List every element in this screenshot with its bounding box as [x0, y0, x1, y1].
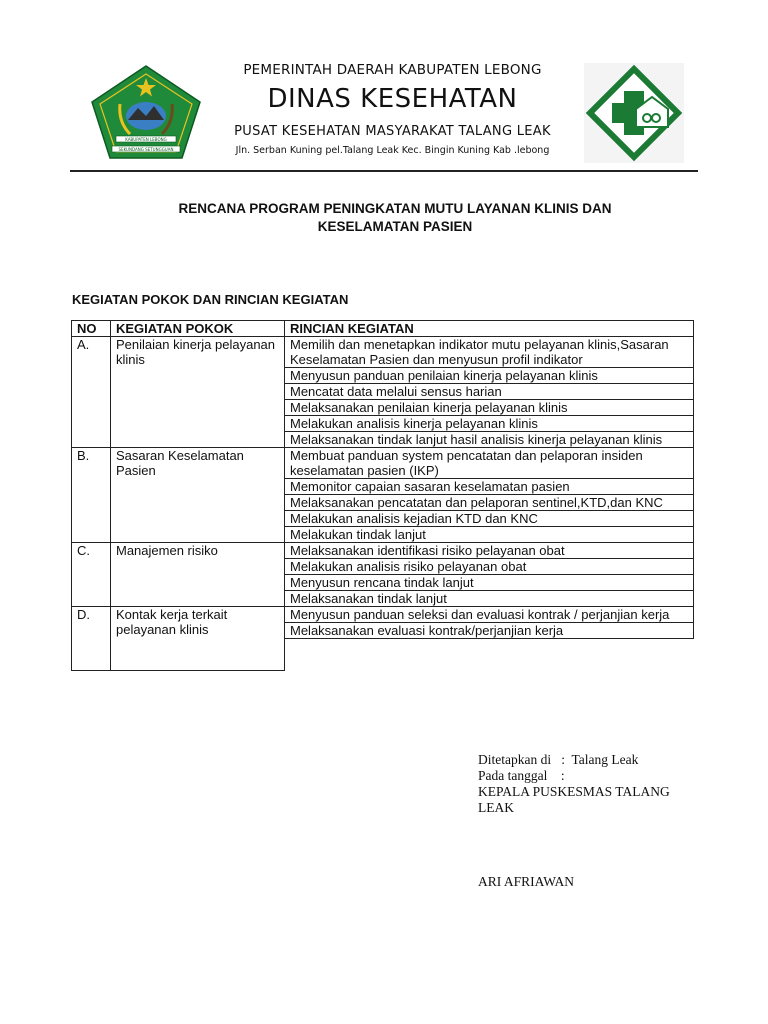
sign-place: Ditetapkan di : Talang Leak	[478, 752, 639, 767]
document-title-line-2: KESELAMATAN PASIEN	[317, 219, 473, 234]
signer-name: ARI AFRIAWAN	[478, 874, 575, 889]
group-no: A.	[72, 337, 111, 448]
rincian-cell: Melaksanakan penilaian kinerja pelayanan klinis	[285, 400, 694, 416]
header-divider	[70, 170, 698, 172]
puskesmas-logo-icon	[584, 63, 684, 163]
group-kegiatan: Manajemen risiko	[111, 543, 285, 607]
rincian-cell: Menyusun rencana tindak lanjut	[285, 575, 694, 591]
sign-position-1: KEPALA PUSKESMAS TALANG	[478, 784, 670, 799]
sign-position-2: LEAK	[478, 800, 514, 815]
rincian-cell: Memilih dan menetapkan indikator mutu pelayanan klinis,Sasaran Keselamatan Pasien dan menyusun profil indikator	[285, 337, 694, 368]
rincian-cell: Menyusun panduan penilaian kinerja pelayanan klinis	[285, 368, 694, 384]
rincian-cell: Memonitor capaian sasaran keselamatan pasien	[285, 479, 694, 495]
group-kegiatan: Kontak kerja terkait pelayanan klinis	[111, 607, 285, 671]
header-rincian-kegiatan: RINCIAN KEGIATAN	[285, 321, 694, 337]
activities-table	[71, 320, 694, 671]
group-no: C.	[72, 543, 111, 607]
section-title: KEGIATAN POKOK DAN RINCIAN KEGIATAN	[72, 292, 349, 307]
rincian-cell: Mencatat data melalui sensus harian	[285, 384, 694, 400]
puskesmas-name: PUSAT KESEHATAN MASYARAKAT TALANG LEAK	[234, 124, 551, 139]
rincian-cell: Membuat panduan system pencatatan dan pelaporan insiden keselamatan pasien (IKP)	[285, 448, 694, 479]
address-line: Jln. Serban Kuning pel.Talang Leak Kec. Bingin Kuning Kab .lebong	[235, 145, 550, 156]
rincian-cell: Menyusun panduan seleksi dan evaluasi kontrak / perjanjian kerja	[285, 607, 694, 623]
rincian-cell: Melakukan tindak lanjut	[285, 527, 694, 543]
department-name: DINAS KESEHATAN	[267, 84, 518, 114]
header-kegiatan-pokok: KEGIATAN POKOK	[111, 321, 285, 337]
rincian-cell: Melakukan analisis risiko pelayanan obat	[285, 559, 694, 575]
table-row	[72, 607, 694, 623]
rincian-cell: Melaksanakan tindak lanjut hasil analisis kinerja pelayanan klinis	[285, 432, 694, 448]
empty-cell	[285, 639, 694, 671]
group-kegiatan: Penilaian kinerja pelayanan klinis	[111, 337, 285, 448]
rincian-cell: Melakukan analisis kejadian KTD dan KNC	[285, 511, 694, 527]
emblem-ribbon-text: KABUPATEN LEBONG	[125, 137, 167, 142]
sign-date: Pada tanggal :	[478, 768, 565, 783]
table-row	[72, 448, 694, 479]
government-name: PEMERINTAH DAERAH KABUPATEN LEBONG	[243, 62, 542, 78]
document-title-line-1: RENCANA PROGRAM PENINGKATAN MUTU LAYANAN KLINIS DAN	[178, 201, 612, 216]
emblem-motto-text: SEKUNDANG SETUNGGUAN	[118, 147, 174, 152]
kabupaten-lebong-emblem-icon	[90, 64, 202, 160]
group-kegiatan: Sasaran Keselamatan Pasien	[111, 448, 285, 543]
rincian-cell: Melakukan analisis kinerja pelayanan klinis	[285, 416, 694, 432]
rincian-cell: Melaksanakan identifikasi risiko pelayanan obat	[285, 543, 694, 559]
signature-block	[478, 752, 708, 816]
rincian-cell: Melaksanakan evaluasi kontrak/perjanjian kerja	[285, 623, 694, 639]
rincian-cell: Melaksanakan tindak lanjut	[285, 591, 694, 607]
group-no: B.	[72, 448, 111, 543]
table-header-row	[72, 321, 694, 337]
rincian-cell: Melaksanakan pencatatan dan pelaporan sentinel,KTD,dan KNC	[285, 495, 694, 511]
group-no: D.	[72, 607, 111, 671]
header-no: NO	[72, 321, 111, 337]
table-row	[72, 543, 694, 559]
table-row	[72, 337, 694, 368]
document-title	[120, 200, 670, 236]
